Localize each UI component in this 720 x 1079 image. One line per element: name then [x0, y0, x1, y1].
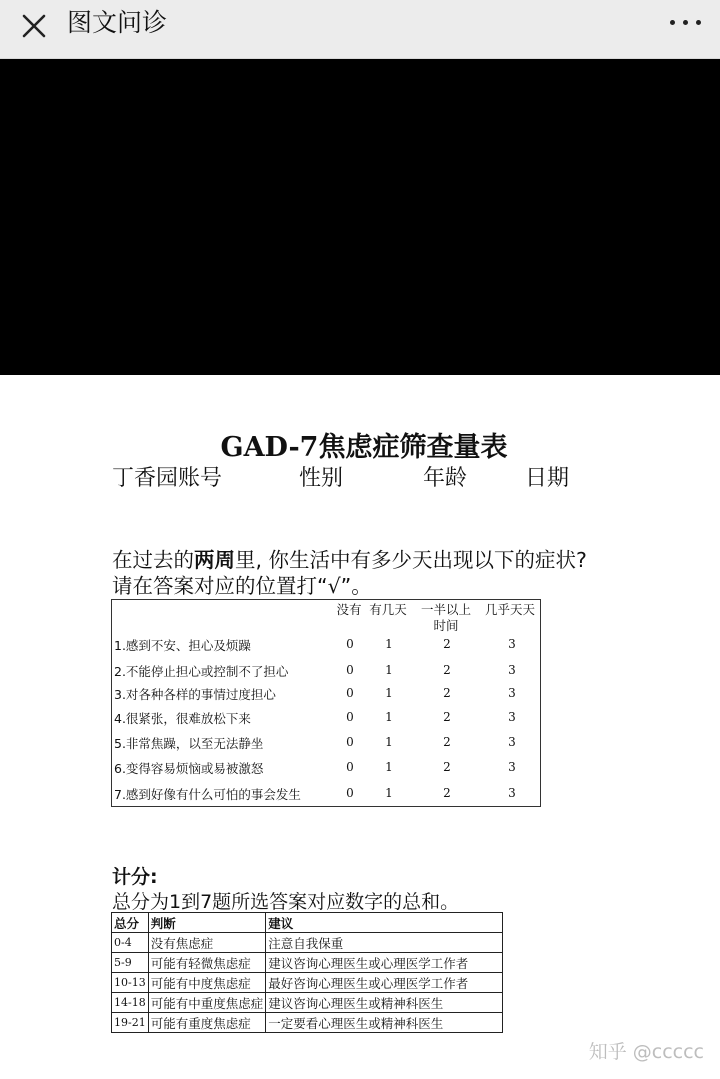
answer-score: 3 — [508, 735, 516, 749]
question-label: 3.对各种各样的事情过度担心 — [114, 687, 276, 702]
top-app-bar — [0, 0, 720, 59]
answer-score: 1 — [385, 710, 393, 724]
column-header: 几乎天天 — [484, 602, 535, 617]
info-field-gender: 性别 — [299, 466, 344, 491]
scoring-header-row — [112, 913, 503, 933]
answer-score: 0 — [346, 663, 354, 677]
more-icon — [696, 20, 701, 25]
score-advice: 建议咨询心理医生或心理医学工作者 — [266, 953, 503, 973]
answer-score: 2 — [443, 760, 451, 774]
instruction-text: 在过去的两周里, 你生活中有多少天出现以下的症状? 请在答案对应的位置打“√”。 — [112, 548, 587, 598]
answer-score: 3 — [508, 637, 516, 651]
table-row — [112, 953, 503, 973]
column-header: 有几天 — [369, 602, 407, 617]
info-field-account: 丁香园账号 — [112, 466, 223, 491]
answer-score: 2 — [443, 663, 451, 677]
column-header: 一半以上时间 — [420, 602, 471, 633]
score-advice: 注意自我保重 — [266, 933, 503, 953]
score-range: 5-9 — [112, 953, 149, 973]
score-judgement: 可能有中重度焦虑症 — [148, 993, 266, 1013]
answer-score: 0 — [346, 686, 354, 700]
answer-score: 2 — [443, 786, 451, 800]
more-icon — [683, 20, 688, 25]
scoring-table — [111, 912, 503, 1033]
table-row — [112, 973, 503, 993]
score-judgement: 没有焦虑症 — [148, 933, 266, 953]
score-range: 10-13 — [112, 973, 149, 993]
answer-score: 1 — [385, 637, 393, 651]
score-judgement: 可能有轻微焦虑症 — [148, 953, 266, 973]
answer-score: 1 — [385, 735, 393, 749]
header-total: 总分 — [112, 913, 149, 933]
score-judgement: 可能有中度焦虑症 — [148, 973, 266, 993]
column-header: 没有 — [336, 602, 362, 617]
answer-score: 3 — [508, 786, 516, 800]
table-row — [112, 1013, 503, 1033]
answer-score: 3 — [508, 760, 516, 774]
answer-score: 2 — [443, 735, 451, 749]
score-advice: 最好咨询心理医生或心理医学工作者 — [266, 973, 503, 993]
close-icon — [22, 14, 46, 38]
question-label: 2.不能停止担心或控制不了担心 — [114, 664, 289, 679]
answer-score: 0 — [346, 760, 354, 774]
score-advice: 建议咨询心理医生或精神科医生 — [266, 993, 503, 1013]
watermark: 知乎 @ccccc — [588, 1041, 704, 1063]
questionnaire-image — [0, 375, 720, 1079]
scoring-description: 总分为1到7题所选答案对应数字的总和。 — [112, 891, 460, 913]
answer-score: 2 — [443, 710, 451, 724]
table-row — [112, 993, 503, 1013]
answer-score: 1 — [385, 686, 393, 700]
score-judgement: 可能有重度焦虑症 — [148, 1013, 266, 1033]
question-label: 7.感到好像有什么可怕的事会发生 — [114, 787, 301, 802]
scoring-title: 计分: — [112, 866, 158, 888]
info-field-date: 日期 — [525, 466, 570, 491]
more-button[interactable] — [666, 10, 706, 36]
close-button[interactable] — [16, 8, 52, 44]
gad7-table — [111, 599, 541, 807]
info-field-age: 年龄 — [423, 466, 468, 491]
question-label: 1.感到不安、担心及烦躁 — [114, 638, 251, 653]
header-advice: 建议 — [266, 913, 503, 933]
score-advice: 一定要看心理医生或精神科医生 — [266, 1013, 503, 1033]
table-row — [112, 933, 503, 953]
answer-score: 3 — [508, 686, 516, 700]
questionnaire-title: GAD-7焦虑症筛查量表 — [220, 432, 508, 463]
answer-score: 3 — [508, 663, 516, 677]
score-range: 19-21 — [112, 1013, 149, 1033]
answer-score: 0 — [346, 786, 354, 800]
answer-score: 2 — [443, 686, 451, 700]
answer-score: 1 — [385, 663, 393, 677]
more-icon — [670, 20, 675, 25]
answer-score: 1 — [385, 760, 393, 774]
header-judgement: 判断 — [148, 913, 266, 933]
question-label: 5.非常焦躁，以至无法静坐 — [114, 736, 264, 751]
question-label: 6.变得容易烦恼或易被激怒 — [114, 761, 264, 776]
answer-score: 0 — [346, 710, 354, 724]
media-area — [0, 59, 720, 375]
answer-score: 0 — [346, 735, 354, 749]
question-label: 4.很紧张，很难放松下来 — [114, 711, 251, 726]
answer-score: 2 — [443, 637, 451, 651]
page-title: 图文问诊 — [67, 8, 168, 37]
answer-score: 0 — [346, 637, 354, 651]
score-range: 0-4 — [112, 933, 149, 953]
answer-score: 3 — [508, 710, 516, 724]
score-range: 14-18 — [112, 993, 149, 1013]
answer-score: 1 — [385, 786, 393, 800]
